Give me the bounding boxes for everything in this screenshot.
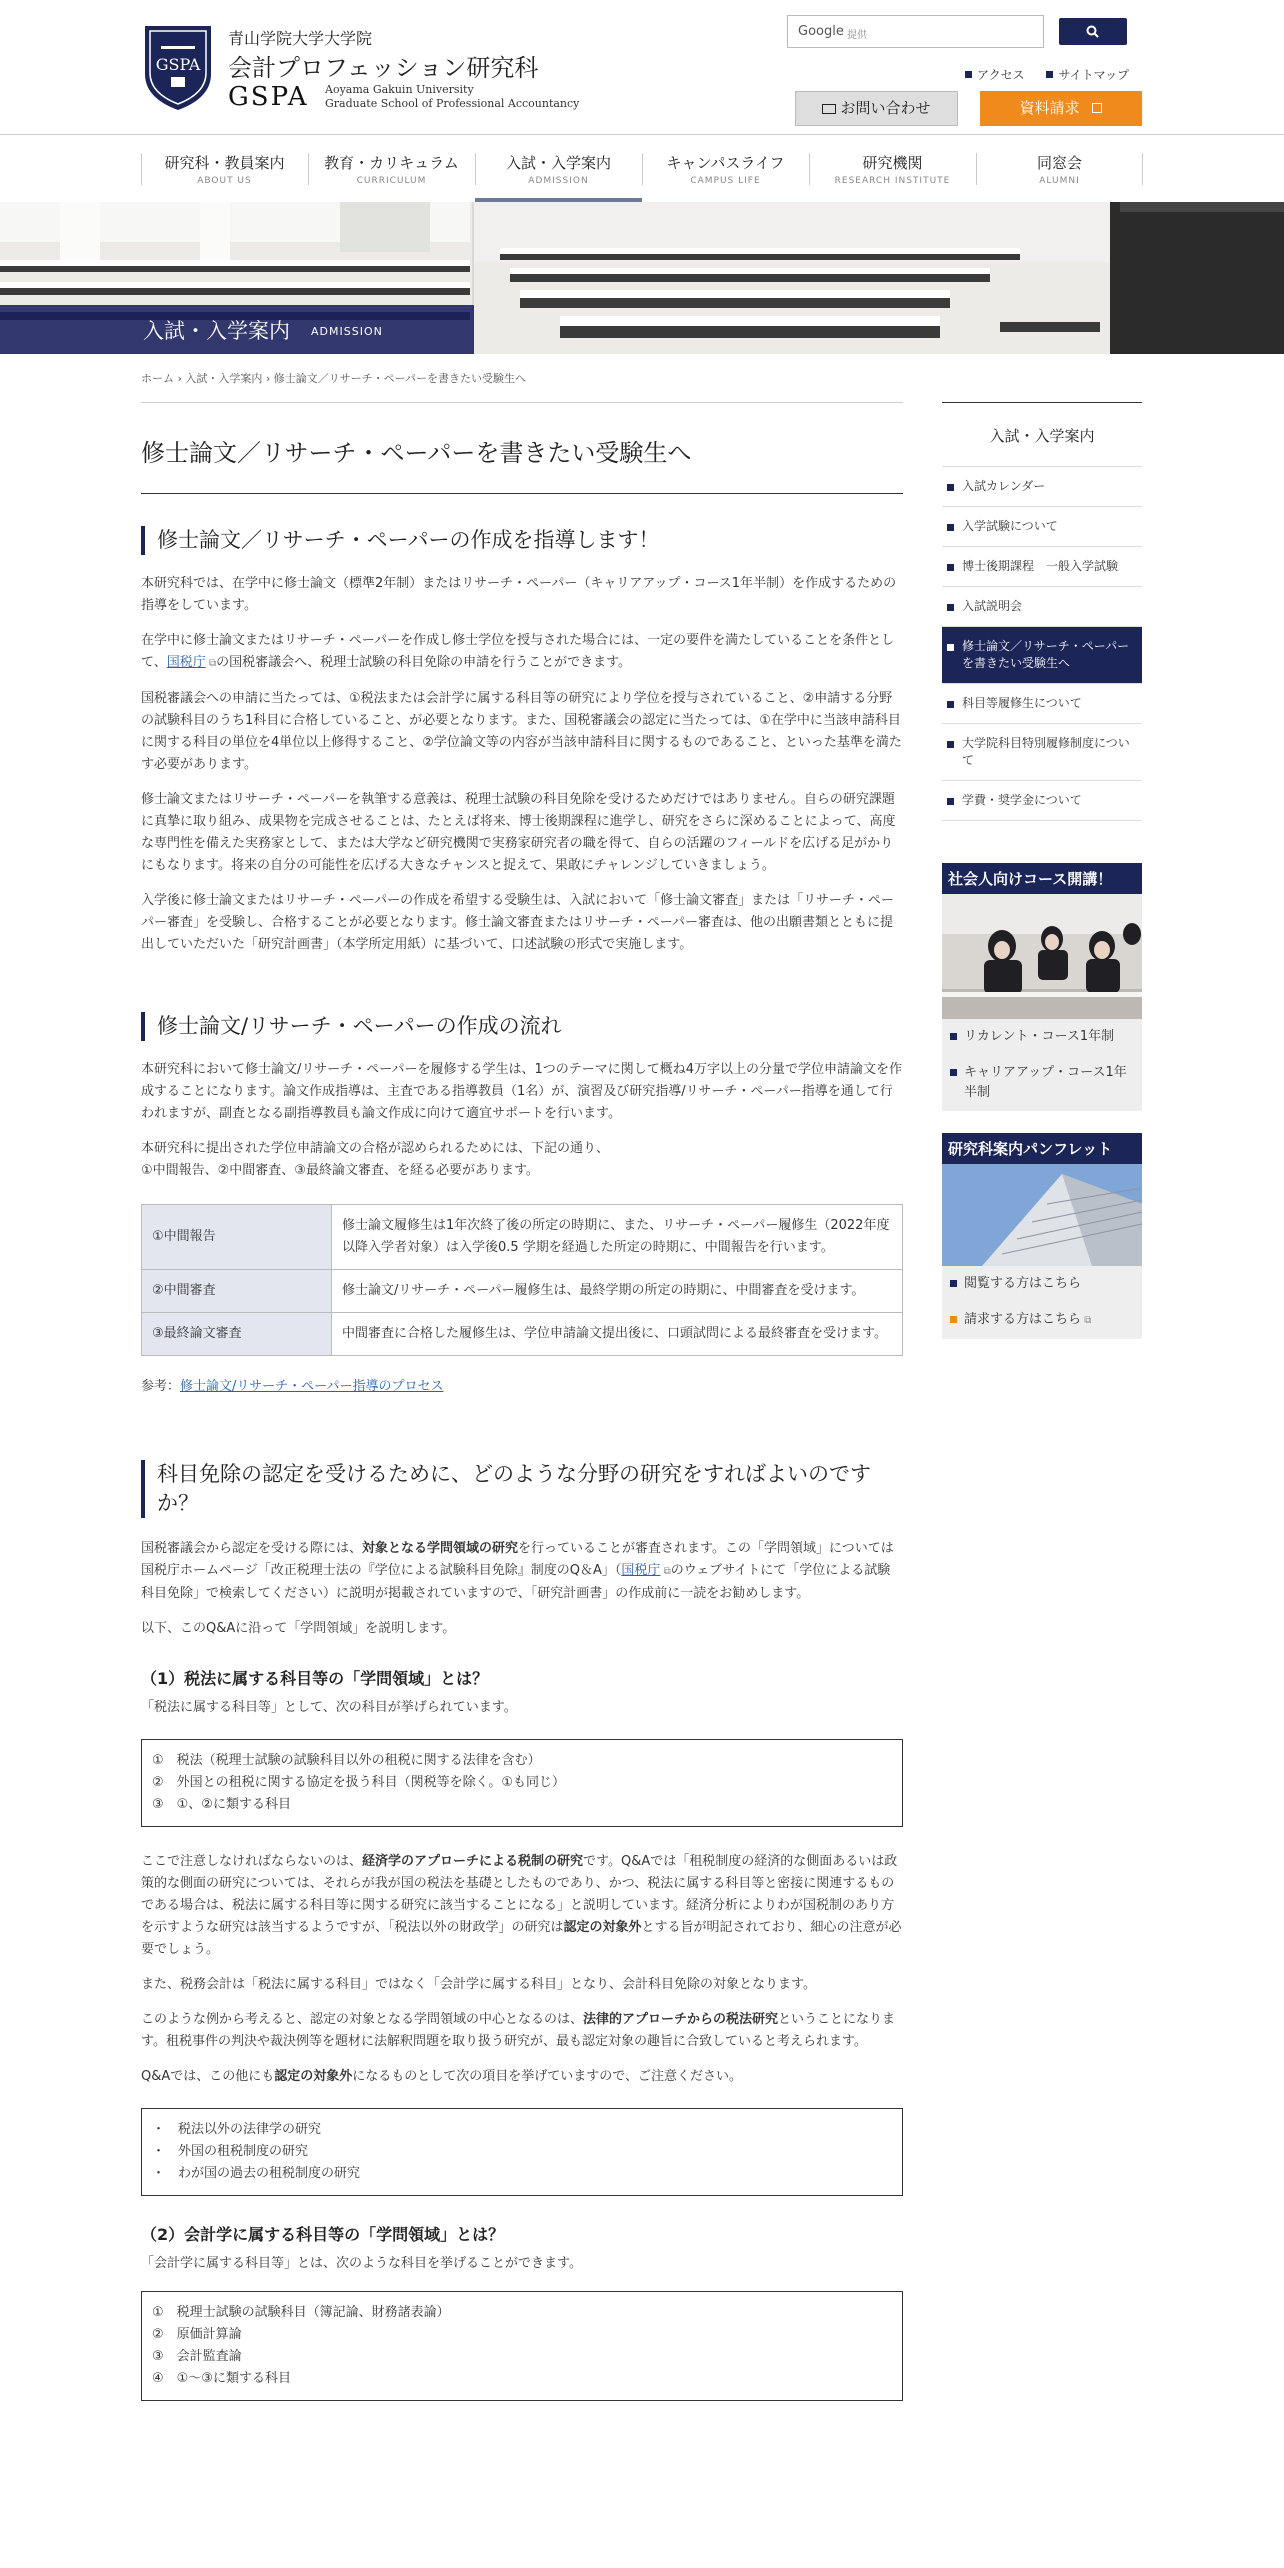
external-link-icon: ⧉ [1081, 1315, 1092, 1326]
nta-link[interactable]: 国税庁 [166, 655, 206, 670]
process-table [141, 1204, 903, 1356]
search-button[interactable] [1059, 18, 1127, 45]
list-item: ④ ①～③に類する科目 [152, 2371, 291, 2386]
paragraph: また、税務会計は「税法に属する科目」ではなく「会計学に属する科目」となり、会計科目免除の対象となります。 [141, 1977, 816, 1992]
university-name: 青山学院大学大学院 [228, 29, 373, 48]
list-item: ① 税法（税理士試験の試験科目以外の租税に関する法律を含む） [152, 1753, 541, 1768]
paragraph: Q&Aでは、この他にも認定の対象外になるものとして次の項目を挙げていますので、ご注意ください。 [141, 2069, 743, 2084]
request-materials-button[interactable]: 資料請求 [980, 91, 1142, 126]
paragraph: 入学後に修士論文またはリサーチ・ペーパーの作成を希望する受験生は、入試において「修士論文審査」または「リサーチ・ペーパー審査」を受験し、合格することが必要となります。修士論文審査またはリサーチ・ペーパー審査は、他の出願書類とともに提出していただいた「研究計画書」（本学所定用紙）に基づいて、口述試験の形式で実施します。 [141, 893, 894, 952]
access-link[interactable]: アクセス [965, 66, 1025, 83]
sitemap-link[interactable]: サイトマップ [1046, 66, 1129, 83]
sidebar-item-info-session[interactable]: 入試説明会 [942, 587, 1142, 627]
paragraph: 以下、このQ&Aに沿って「学問領域」を説明します。 [141, 1621, 456, 1636]
sidebar-title: 入試・入学案内 [942, 402, 1142, 467]
sub-heading-tax-law: （1）税法に属する科目等の「学問領域」とは？ [141, 1669, 489, 1688]
building-photo [942, 1164, 1142, 1266]
external-link-icon [1092, 103, 1102, 113]
section-guidance-body [141, 573, 903, 956]
paragraph: 国税審議会への申請に当たっては、①税法または会計学に属する科目等の研究により学位を授与されていること、②申請する分野の試験科目のうち1科目に合格していること、が必要となります。また、国税審議会の認定に当たっては、①在学中に当該申請科目に関する科目の単位を4単位以上修得すること、②学位論文等の内容が当該申請科目に関するものであること、といった基準を満たす必要があります。 [141, 691, 902, 772]
recurrent-course-link[interactable]: リカレント・コース1年制 [942, 1019, 1142, 1055]
utility-links [965, 66, 1147, 83]
nta-link[interactable]: 国税庁 [621, 1563, 661, 1578]
hero-title-bar [0, 305, 474, 354]
google-label: Google [798, 24, 844, 39]
breadcrumb[interactable]: ホーム › 入試・入学案内 › 修士論文／リサーチ・ペーパーを書きたい受験生へ [141, 372, 527, 385]
school-name-english: Aoyama Gakuin University Graduate School of Professional Accountancy [325, 83, 580, 110]
list-item: ・ 税法以外の法律学の研究 [152, 2122, 322, 2137]
paragraph: 修士論文またはリサーチ・ペーパーを執筆する意義は、税理士試験の科目免除を受けるためだけではありません。自らの研究課題に真摯に取り組み、成果物を完成させることは、たとえば将来、博士後期課程に進学し、研究をさらに深めることによって、高度な専門性を備えた実務家として、または大学など研究機関で実務家研究者の職を得て、自らの活躍のフィールドを広げる足がかりにもなります。将来の自分の可能性を広げる大きなチャンスと捉えて、果敢にチャレンジしていきましょう。 [141, 792, 896, 873]
pamphlet-banner[interactable] [942, 1133, 1142, 1339]
hero-title: 入試・入学案内 [143, 319, 290, 343]
school-name: 会計プロフェッション研究科 [228, 54, 539, 82]
main-content [141, 402, 903, 2425]
nav-alumni[interactable]: 同窓会 ALUMNI [976, 140, 1143, 202]
section-heading-flow: 修士論文/リサーチ・ペーパーの作成の流れ [141, 1012, 903, 1041]
hero-banner [0, 202, 1284, 354]
search-input[interactable] [787, 15, 1044, 48]
search-icon [1086, 25, 1099, 38]
career-up-course-link[interactable]: キャリアアップ・コース1年半制 [942, 1055, 1142, 1111]
sidebar-item-exam[interactable]: 入学試験について [942, 507, 1142, 547]
contact-button[interactable]: お問い合わせ [795, 91, 958, 126]
nav-campus-life[interactable]: キャンパスライフ CAMPUS LIFE [642, 140, 809, 202]
table-row: ②中間審査 修士論文/リサーチ・ペーパー履修生は、最終学期の所定の時期に、中間審査を受けます。 [142, 1270, 903, 1313]
sub-heading-accounting: （2）会計学に属する科目等の「学問領域」とは？ [141, 2225, 505, 2244]
sidebar-item-thesis[interactable]: 修士論文／リサーチ・ペーパーを書きたい受験生へ [942, 627, 1142, 684]
list-item: ① 税理士試験の試験科目（簿記論、財務諸表論） [152, 2305, 450, 2320]
paragraph: 本研究科において修士論文/リサーチ・ペーパーを履修する学生は、1つのテーマに関して概ね4万字以上の分量で学位申請論文を作成することになります。論文作成指導は、主査である指導教員（1名）が、演習及び研究指導/リサーチ・ペーパー指導を通して行われますが、副査となる副指導教員も論文作成に向けて適宜サポートを行います。 [141, 1062, 903, 1121]
sidebar-item-special-course[interactable]: 大学院科目特別履修制度について [942, 724, 1142, 781]
sidebar [942, 402, 1142, 1339]
sidebar-item-non-degree[interactable]: 科目等履修生について [942, 684, 1142, 724]
list-item: ② 原価計算論 [152, 2327, 242, 2342]
list-item: ③ ①、②に類する科目 [152, 1797, 291, 1812]
section-heading-exemption: 科目免除の認定を受けるために、どのような分野の研究をすればよいのですか？ [141, 1460, 903, 1518]
section-flow-body [141, 1059, 903, 1398]
nav-curriculum[interactable]: 教育・カリキュラム CURRICULUM [308, 140, 475, 202]
sidebar-item-calendar[interactable]: 入試カレンダー [942, 467, 1142, 507]
process-reference-link[interactable]: 修士論文/リサーチ・ペーパー指導のプロセス [180, 1379, 444, 1394]
list-item: ③ 会計監査論 [152, 2349, 242, 2364]
view-pamphlet-link[interactable]: 閲覧する方はこちら [942, 1266, 1142, 1302]
sidebar-item-doctoral[interactable]: 博士後期課程 一般入学試験 [942, 547, 1142, 587]
tax-law-subject-list [141, 1739, 903, 1827]
paragraph: 「会計学に属する科目等」とは、次のような科目を挙げることができます。 [141, 2256, 582, 2271]
section-exemption-body [141, 1538, 903, 2401]
paragraph: 本研究科では、在学中に修士論文（標準2年制）またはリサーチ・ペーパー（キャリアアップ・コース1年半制）を作成するための指導をしています。 [141, 576, 897, 613]
paragraph: このような例から考えると、認定の対象となる学問領域の中心となるのは、法律的アプローチからの税法研究ということになります。租税事件の判決や裁決例等を題材に法解釈問題を取り扱う研究が、最も認定対象の趣旨に合致していると考えられます。 [141, 2012, 896, 2049]
nav-about[interactable]: 研究科・教員案内 ABOUT US [141, 140, 308, 202]
svg-text:GSPA: GSPA [155, 55, 201, 74]
banner-title: 社会人向けコース開講！ [942, 863, 1142, 894]
table-row: ①中間報告 修士論文履修生は1年次終了後の所定の時期に、また、リサーチ・ペーパー履修生（2022年度以降入学者対象）は入学後0.5 学期を経過した所定の時期に、中間報告を行います。 [142, 1205, 903, 1270]
excluded-research-list [141, 2108, 903, 2196]
students-photo [942, 894, 1142, 1019]
paragraph: 在学中に修士論文またはリサーチ・ペーパーを作成し修士学位を授与された場合には、一定の要件を満たしていることを条件として、国税庁 ⧉の国税審議会へ、税理士試験の科目免除の申請を行うことができます。 [141, 633, 895, 670]
list-item: ② 外国との租税に関する協定を扱う科目（関税等を除く。①も同じ） [152, 1775, 566, 1790]
reference-line: 参考：修士論文/リサーチ・ペーパー指導のプロセス [141, 1379, 444, 1394]
accounting-subject-list [141, 2291, 903, 2401]
global-nav [141, 140, 1143, 202]
google-sub-label: 提供 [847, 30, 867, 41]
table-row: ③最終論文審査 中間審査に合格した履修生は、学位申請論文提出後に、口頭試問による最終審査を受けます。 [142, 1313, 903, 1356]
sidebar-item-tuition[interactable]: 学費・奨学金について [942, 781, 1142, 821]
mail-icon [822, 104, 836, 114]
paragraph: 本研究科に提出された学位申請論文の合格が認められるためには、下記の通り、 ①中間報告、②中間審査、③最終論文審査、を経る必要があります。 [141, 1141, 610, 1178]
gspa-wordmark: GSPA [228, 82, 309, 112]
list-item: ・ 外国の租税制度の研究 [152, 2144, 309, 2159]
paragraph: 国税審議会から認定を受ける際には、対象となる学問領域の研究を行っていることが審査されます。この「学問領域」については国税庁ホームページ「改正税理士法の『学位による試験科目免除』制度のQ＆A」（国税庁 ⧉のウェブサイトにて「学位による試験科目免除」で検索してください）に説明が掲載されていますので、「研究計画書」の作成前に一読をお勧めします。 [141, 1541, 894, 1601]
banner-title: 研究科案内パンフレット [942, 1133, 1142, 1164]
working-adult-course-banner[interactable] [942, 863, 1142, 1111]
section-heading-guidance: 修士論文／リサーチ・ペーパーの作成を指導します！ [141, 526, 903, 555]
nav-admission[interactable]: 入試・入学案内 ADMISSION [475, 140, 642, 202]
gspa-emblem-logo[interactable] [141, 22, 215, 112]
nav-research[interactable]: 研究機関 RESEARCH INSTITUTE [809, 140, 976, 202]
page-title: 修士論文／リサーチ・ペーパーを書きたい受験生へ [141, 403, 903, 494]
external-link-icon: ⧉ [660, 1566, 671, 1577]
external-link-icon: ⧉ [205, 658, 217, 669]
site-header [0, 0, 1284, 135]
paragraph: 「税法に属する科目等」として、次の科目が挙げられています。 [141, 1700, 517, 1715]
hero-title-en: ADMISSION [311, 325, 383, 338]
list-item: ・ わが国の過去の租税制度の研究 [152, 2166, 361, 2181]
paragraph: ここで注意しなければならないのは、経済学のアプローチによる税制の研究です。Q&Aでは「租税制度の経済的な側面あるいは政策的な側面の研究については、それらが我が国の税法を基礎としたものであり、かつ、税法に属する科目等と密接に関連するものである場合は、税法に属する科目等に関する研究に該当することになる」と説明しています。経済分析によりわが国税制のあり方を示すような研究は該当するようですが、「税法以外の財政学」の研究は認定の対象外とする旨が明記されており、細心の注意が必要でしょう。 [141, 1854, 902, 1957]
request-pamphlet-link[interactable]: 請求する方はこちら ⧉ [942, 1302, 1142, 1339]
